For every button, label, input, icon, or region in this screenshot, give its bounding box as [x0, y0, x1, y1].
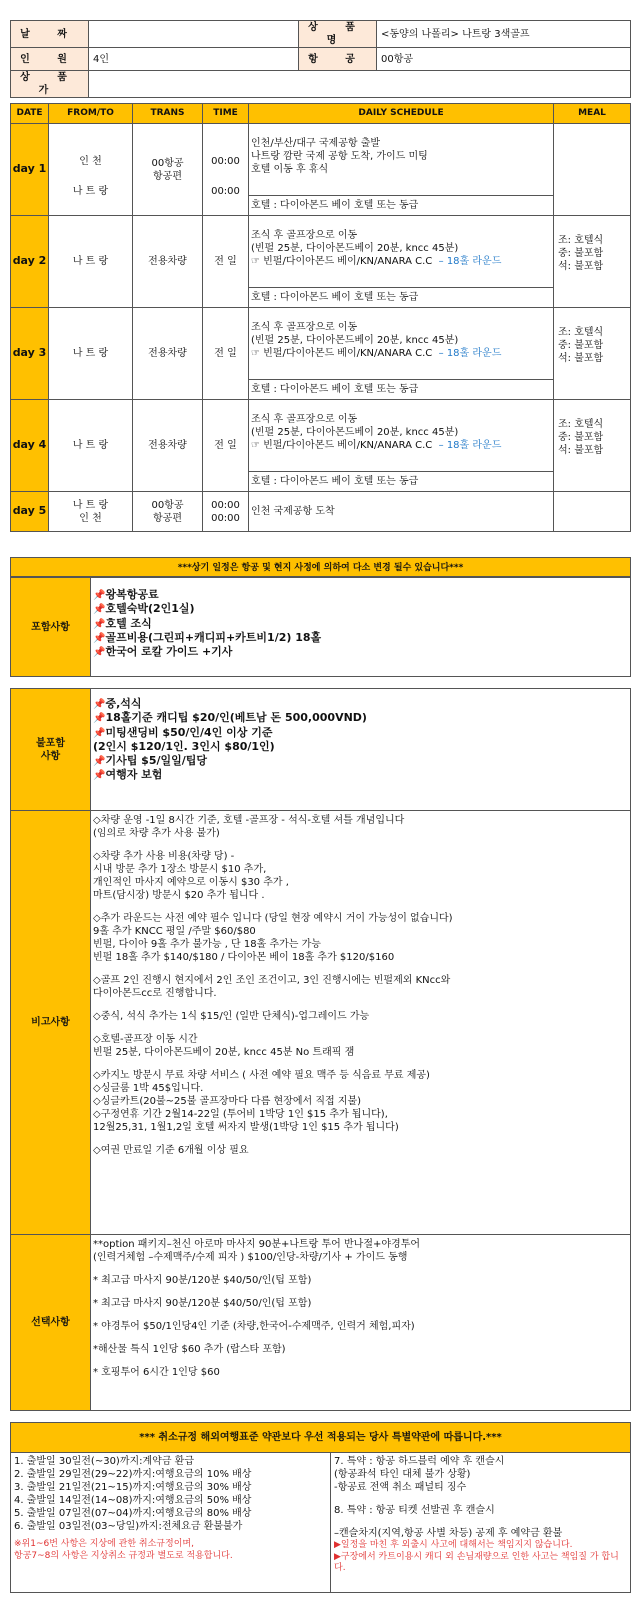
from-place: 인 천: [79, 156, 102, 167]
remarks-label: 비고사항: [11, 811, 91, 1235]
schedule-cell: [249, 400, 554, 472]
time-cell: [203, 124, 249, 216]
to-place: 나 트 랑: [72, 186, 109, 197]
meal-cell: [554, 216, 631, 308]
from-to-cell: [49, 492, 133, 532]
trans-cell: 전용차량: [133, 400, 203, 492]
schedule-line: (빈펄 25분, 다이아몬드베이 20분, kncc 45분): [251, 427, 459, 438]
from-place: 나 트 랑: [72, 499, 109, 511]
schedule-cell: [249, 308, 554, 380]
cancel-note: ▶일정을 마친 후 외출시 사고에 대해서는 책임지지 않습니다.: [334, 1540, 573, 1550]
meal-dinner: 석: 불포함: [558, 445, 604, 456]
trans-cell: 00항공 항공편: [133, 124, 203, 216]
included-label: 포함사항: [11, 578, 91, 677]
schedule-line: [251, 439, 551, 452]
hotel-line: 호텔 : 다이아몬드 베이 호텔 또는 동급: [249, 196, 554, 216]
option-line: **option 패키지–천신 아로마 마사지 90분+나트랑 투어 반나절+야경투어: [93, 1239, 421, 1250]
meal-dinner: 석: 불포함: [558, 353, 604, 364]
hotel-line: 호텔 : 다이아몬드 베이 호텔 또는 동급: [249, 380, 554, 400]
included-list: [91, 578, 631, 677]
cancel-rule: 1. 출발일 30일전(~30)까지:계약금 환급: [14, 1456, 194, 1467]
cancel-note: ▶구장에서 카트이용시 캐디 외 손님재량으로 인한 사고는 책임질 가 합니다.: [334, 1551, 619, 1574]
meal-cell: [554, 492, 631, 532]
pin-icon: 📌: [93, 770, 106, 782]
day-label: day 4: [11, 400, 49, 492]
schedule-line: 나트랑 깜란 국제 공항 도착, 가이드 미팅: [251, 151, 428, 162]
pin-icon: 📌: [93, 699, 106, 710]
round-text: – 18홀 라운드: [438, 348, 502, 359]
time-cell: 전 일: [203, 308, 249, 400]
remark-line: ◇차량 추가 사용 비용(차량 당) -: [93, 851, 235, 862]
col-meal: MEAL: [554, 104, 631, 124]
remark-line: 마트(담시장) 방문시 $20 추가 됩니다 .: [93, 890, 265, 901]
list-item: (2인시 $120/1인. 3인시 $80/1인): [93, 739, 275, 753]
pin-icon: 📌: [93, 590, 106, 601]
option-line: *해산물 특식 1인당 $60 추가 (랍스타 포함): [93, 1344, 286, 1355]
date-label: 날 짜: [11, 21, 89, 48]
schedule-line: (빈펄 25분, 다이아몬드베이 20분, kncc 45분): [251, 335, 459, 346]
trans-cell: 전용차량: [133, 308, 203, 400]
time-cell: 전 일: [203, 216, 249, 308]
schedule-cell: [249, 216, 554, 288]
cancel-rule: 2. 출발일 29일전(29~22)까지:여행요금의 10% 배상: [14, 1469, 252, 1480]
list-item: 📌미팅샌딩비 $50/인/4인 이상 기준: [93, 725, 273, 739]
list-item: 📌호텔 조식: [93, 616, 152, 630]
meal-dinner: 석: 불포함: [558, 261, 604, 272]
option-line: * 최고급 마사지 90분/120분 $40/50/인(팁 포함): [93, 1298, 312, 1309]
people-value: 4인: [89, 48, 299, 71]
hotel-line: 호텔 : 다이아몬드 베이 호텔 또는 동급: [249, 288, 554, 308]
meal-lunch: 중: 불포함: [558, 340, 604, 351]
remark-line: 12월25,31, 1월1,2일 호텔 써자지 발생(1박당 1인 $15 추가 됩니다): [93, 1122, 399, 1133]
schedule-cell: [249, 124, 554, 196]
list-item: 📌한국어 로칼 가이드 +기사: [93, 645, 233, 659]
cancel-rule: (항공좌석 타인 대체 불가 상황): [334, 1469, 471, 1480]
list-item: 📌왕복항공료: [93, 588, 159, 601]
remark-line: 빈펄, 다이아 9홀 추가 불가능 , 단 18홀 추가는 가능: [93, 939, 321, 950]
course-list: ☞ 빈펄/다이아몬드 베이/KN/ANARA C.C: [251, 348, 433, 359]
excluded-list: [91, 689, 631, 811]
cancel-rule: 8. 특약 : 항공 티켓 선발권 후 캔슬시: [334, 1505, 495, 1516]
col-schedule: DAILY SCHEDULE: [249, 104, 554, 124]
excluded-label: 불포함 사항: [11, 689, 91, 811]
remark-line: ◇추가 라운드는 사전 예약 필수 입니다 (당일 현장 예약시 거이 가능성이 없습니다): [93, 913, 453, 924]
product-value: <동양의 나폴리> 나트랑 3색골프: [377, 21, 631, 48]
list-item: 📌기사팁 $5/일일/팁당: [93, 754, 208, 768]
remark-line: 빈펄 25분, 다이아몬드베이 20분, kncc 45분 No 트래픽 잼: [93, 1047, 355, 1058]
option-line: * 야경투어 $50/1인당4인 기준 (차량,한국어-수제맥주, 인력거 체험,피자): [93, 1321, 415, 1332]
col-trans: TRANS: [133, 104, 203, 124]
remark-line: ◇골프 2인 진행시 현지에서 2인 조인 조건이고, 3인 진행시에는 빈펄제외 KNcc와: [93, 975, 451, 986]
day-label: day 5: [11, 492, 49, 532]
remarks-table: [10, 810, 631, 1235]
from-to-cell: [49, 124, 133, 216]
pin-icon: 📌: [93, 632, 106, 644]
meal-breakfast: 조: 호텔식: [558, 327, 604, 338]
day-label: day 2: [11, 216, 49, 308]
schedule-line: [251, 255, 551, 268]
trans-cell: 전용차량: [133, 216, 203, 308]
course-list: ☞ 빈펄/다이아몬드 베이/KN/ANARA C.C: [251, 256, 433, 267]
option-line: * 최고급 마사지 90분/120분 $40/50/인(팁 포함): [93, 1275, 312, 1286]
list-item: 📌여행자 보험: [93, 768, 163, 782]
meal-lunch: 중: 불포함: [558, 248, 604, 259]
round-text: – 18홀 라운드: [438, 256, 502, 267]
remark-line: 9홀 추가 KNCC 평일 /주말 $60/$80: [93, 926, 256, 937]
pin-icon: 📌: [93, 618, 106, 630]
cancel-note: ※위1~6번 사항은 지상에 관한 취소규정이며,: [14, 1539, 194, 1549]
remarks-body: [91, 811, 631, 1235]
meal-breakfast: 조: 호텔식: [558, 419, 604, 430]
option-line: (인력거체험 –수제맥주/수제 피자 ) $100/인당-차량/기사 + 가이드 동행: [93, 1252, 408, 1263]
schedule-line: 호텔 이동 후 휴식: [251, 164, 329, 175]
round-text: – 18홀 라운드: [438, 440, 502, 451]
product-label: 상 품 명: [299, 21, 377, 48]
to-place: 인 천: [79, 512, 102, 524]
schedule-line: 조식 후 골프장으로 이동: [251, 230, 358, 241]
time-cell: [203, 492, 249, 532]
schedule-line: [251, 347, 551, 360]
cancel-note: 항공7~8의 사항은 지상취소 규정과 별도로 적용합니다.: [14, 1550, 233, 1561]
meal-breakfast: 조: 호텔식: [558, 235, 604, 246]
cancel-table: [10, 1422, 631, 1593]
optional-table: [10, 1234, 631, 1411]
schedule-table: [10, 103, 631, 532]
optional-label: 선택사항: [11, 1235, 91, 1411]
price-label: 상 품 가: [11, 71, 89, 98]
cancel-header: *** 취소규정 해외여행표준 약관보다 우선 적용되는 당사 특별약관에 따릅니다.***: [11, 1423, 631, 1453]
remark-line: ◇차량 운영 -1일 8시간 기준, 호텔 -골프장 - 석식-호텔 셔틀 개념입니다: [93, 815, 405, 826]
meal-lunch: 중: 불포함: [558, 432, 604, 443]
cancel-rule: 3. 출발일 21일전(21~15)까지:여행요금의 30% 배상: [14, 1482, 252, 1493]
pin-icon: 📌: [93, 727, 106, 739]
list-item: 📌호텔숙박(2인1실): [93, 602, 195, 616]
pin-icon: 📌: [93, 604, 106, 616]
remark-line: ◇카지노 방문시 무료 차량 서비스 ( 사전 예약 필요 맥주 등 식음료 무료 제공): [93, 1070, 430, 1081]
hotel-line: 호텔 : 다이아몬드 베이 호텔 또는 동급: [249, 472, 554, 492]
remark-line: 다이아몬드cc로 진행합니다.: [93, 988, 217, 999]
course-list: ☞ 빈펄/다이아몬드 베이/KN/ANARA C.C: [251, 440, 433, 451]
meal-cell: [554, 308, 631, 400]
option-line: * 호핑투어 6시간 1인당 $60: [93, 1367, 220, 1378]
day-label: day 3: [11, 308, 49, 400]
cancel-rule: –캔슬차지(지역,항공 사별 차등) 공제 후 예약금 환불: [334, 1528, 563, 1539]
cancel-rule: 7. 특약 : 항공 하드블럭 예약 후 캔슬시: [334, 1456, 505, 1467]
remark-line: ◇호텔-골프장 이동 시간: [93, 1034, 198, 1045]
from-place: 나 트 랑: [49, 400, 133, 492]
meal-cell: [554, 124, 631, 216]
people-label: 인 원: [11, 48, 89, 71]
airline-label: 항 공: [299, 48, 377, 71]
pin-icon: 📌: [93, 756, 106, 768]
time-arrive: 00:00: [211, 512, 240, 524]
cancel-left: [11, 1453, 331, 1593]
remark-line: 빈펄 18홀 추가 $140/$180 / 다이아몬 베이 18홀 추가 $120/$160: [93, 952, 395, 963]
pin-icon: 📌: [93, 647, 106, 659]
col-fromto: FROM/TO: [49, 104, 133, 124]
col-time: TIME: [203, 104, 249, 124]
schedule-notice: ***상기 일정은 항공 및 현지 사정에 의하여 다소 변경 될수 있습니다***: [10, 557, 631, 577]
remark-line: ◇중식, 석식 추가는 1식 $15/인 (일반 단체식)-업그레이드 가능: [93, 1011, 370, 1022]
airline-value: 00항공: [377, 48, 631, 71]
date-value: [89, 21, 299, 48]
price-value: [89, 71, 631, 98]
schedule-line: 조식 후 골프장으로 이동: [251, 322, 358, 333]
cancel-rule: 5. 출발일 07일전(07~04)까지:여행요금의 80% 배상: [14, 1508, 252, 1519]
schedule-line: 인천/부산/대구 국제공항 출발: [251, 138, 381, 149]
schedule-line: (빈펄 25분, 다이아몬드베이 20분, kncc 45분): [251, 243, 459, 254]
remark-line: (임의로 차량 추가 사용 불가): [93, 828, 220, 839]
time-arrive: 00:00: [211, 186, 240, 197]
header-table: [10, 20, 631, 98]
schedule-line: 인천 국제공항 도착: [249, 492, 554, 532]
remark-line: 개인적인 마사지 예약으로 이동시 $30 추가 ,: [93, 877, 289, 888]
from-place: 나 트 랑: [49, 308, 133, 400]
cancel-right: [331, 1453, 631, 1593]
excluded-table: [10, 688, 631, 811]
remark-line: ◇싱글카트(20불~25불 골프장마다 다름 현장에서 직접 지불): [93, 1096, 362, 1107]
pin-icon: 📌: [93, 713, 106, 725]
remark-line: ◇싱글룸 1박 45$입니다.: [93, 1083, 204, 1094]
list-item: 📌골프비용(그린피+캐디피+카트비1/2) 18홀: [93, 630, 322, 644]
from-place: 나 트 랑: [49, 216, 133, 308]
time-depart: 00:00: [211, 499, 240, 511]
list-item: 📌18홀기준 캐디팁 $20/인(베트남 돈 500,000VND): [93, 711, 367, 725]
time-depart: 00:00: [211, 156, 240, 167]
day-label: day 1: [11, 124, 49, 216]
trans-cell: 00항공 항공편: [133, 492, 203, 532]
remark-line: ◇구정연휴 기간 2월14-22일 (투어비 1박당 1인 $15 추가 됩니다),: [93, 1109, 388, 1120]
cancel-rule: 4. 출발일 14일전(14~08)까지:여행요금의 50% 배상: [14, 1495, 252, 1506]
col-date: DATE: [11, 104, 49, 124]
meal-cell: [554, 400, 631, 492]
included-table: [10, 577, 631, 677]
list-item: 📌중,석식: [93, 697, 142, 710]
remark-line: ◇여권 만료일 기준 6개월 이상 필요: [93, 1145, 249, 1156]
remark-line: 시내 방문 추가 1장소 방문시 $10 추가,: [93, 864, 267, 875]
cancel-rule: -항공료 전액 취소 패널티 징수: [334, 1482, 467, 1493]
schedule-line: 조식 후 골프장으로 이동: [251, 414, 358, 425]
optional-body: [91, 1235, 631, 1411]
cancel-rule: 6. 출발일 03일전(03~당일)까지:전체요금 환불불가: [14, 1521, 243, 1532]
time-cell: 전 일: [203, 400, 249, 492]
